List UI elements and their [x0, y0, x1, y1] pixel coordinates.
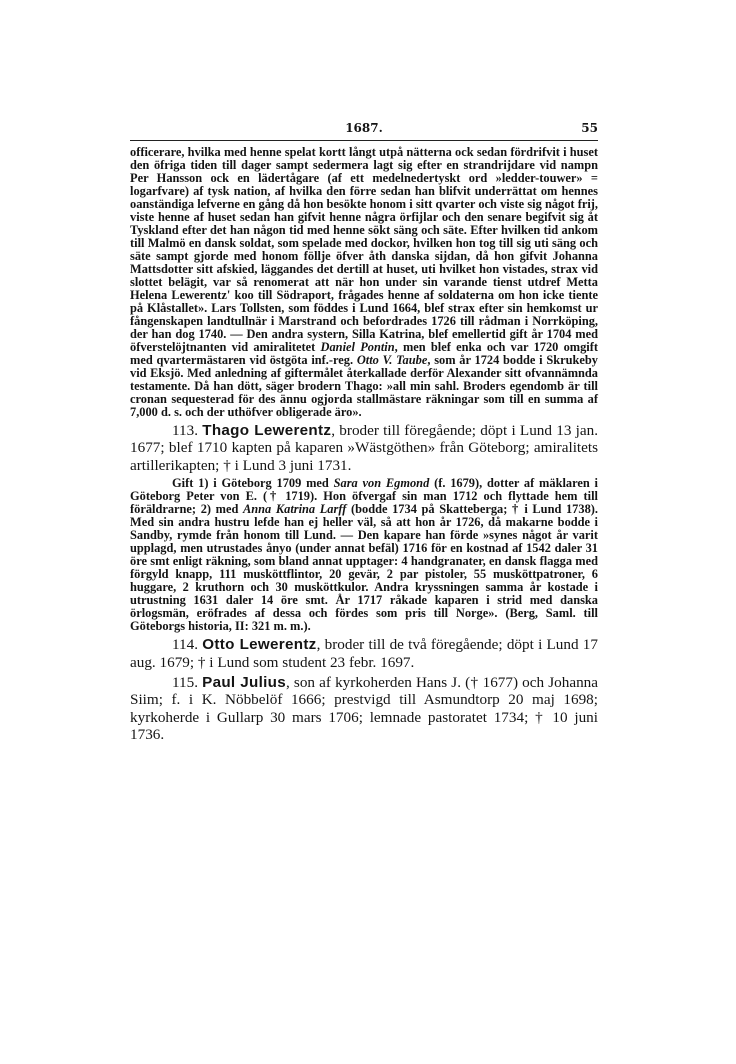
person-name-italic: Anna Katrina Larff: [242, 502, 347, 517]
header-rule: [130, 140, 598, 141]
text-run: (bodde 1734 på Skatteberga; † i Lund 1738). Med sin andra hustru lefde han ej heller väl, så att hon år 1726, då makarne bodde i Sandby, rymde från honom till Lund. — Den kapare han förde »synes något år varit upplagd, men utrustades ånyo (under annat befäl) 1716 för en kostnad af 1542 daler 31 öre smt enligt räkning, som bland annat upptager: 4 handgranater, en dansk flagga med förgyld knapp, 111 musköttflintor, 20 gevär, 2 par pistoler, 55 musköttpatroner, 6 huggare, 2 kruthorn och 30 musköttkulor. Andra kryssningen samma år kostade i utrustning 1631 daler 14 öre smt. År 1717 råkade kaparen i strid med danska örlogsmän, eröfrades af dessa och fördes som pris till Norge». (Berg, Saml. till Göteborgs historia, II: 321 m. m.).: [130, 502, 598, 634]
entry-number: 114.: [172, 636, 199, 654]
person-name-italic: Otto V. Taube: [356, 353, 428, 367]
entry-name: Otto Lewerentz: [202, 636, 317, 654]
paragraph-continuation: [130, 146, 598, 419]
entry-113-notes: [130, 477, 598, 633]
entry-text: , son af kyrkoherden Hans J. († 1677) och Johanna Siim; f. i K. Nöbbelöf 1666; prestvigd till Asmundtorp 20 maj 1698; kyrkoherde i Gullarp 30 mars 1706; lemnade pastoratet 1734; † 10 juni 1736.: [130, 674, 599, 744]
entry-name: Thago Lewerentz: [202, 422, 332, 439]
text-run: officerare, hvilka med henne spelat kortt långt utpå nätterna ock sedan fördrifvit i huset den öfriga tiden till dager sampt sedermera lagt sig efter en strandrijdare vid nampn Per Hansson ock en lädertågare (af ett medelnedertyskt ord »ledder-touwer» = logarfvare) af tysk nation, af hvilka den förre sedan han blifvit underrättat om hennes oanständiga lefverne en gång då hon besökte honom i sitt qvarter och viste sig något frij, viste henne af huset sedan han gifvit henne några örfijlar och den senare begifvit sig åt Tyskland efter det han någon tid med henne sökt säng och säte. Efter hvilken tid ankom till Malmö en dansk soldat, som spelade med dockor, hvilken hon tog till sig uti säng och säte sampt gjorde med honom föllje öfver åth danska sijdan, då hon gifvit Johanna Mattsdotter sitt afskied, läggandes det dertill at huset, uti hvilket hon vistades, strax vid slottet belägit, var så renomerat att när hon under sin varande tienst utdref Metta Helena Lewerentz' koo till Södraport, frågades henne af soldaterna om hon icke tiente på Klåstallet». Lars Tollsten, som föddes i Lund 1664, blef strax efter sin hemkomst ur fångenskapen landtullnär i Marstrand och befordrades 1726 till rådman i Norrköping, der han dog 1740. — Den andra systern, Silla Katrina, blef emellertid gift år 1704 med öfverstelöjtnanten vid amiralitetet: [130, 145, 598, 354]
entry-number: 115.: [172, 674, 199, 692]
text-run: , som år 1724 bodde i Skrukeby vid Eksjö. Med anledning af giftermålet återkallade derför Alexander sitt ofvannämnda testamente. Då han dött, säger brodern Thago: »all min sahl. Broders egendomb är till cronan sequesterad för des ännu ogjorda stallmästare räkningar som till en summa af 7,000 d. s. och der uthöfver obligerade äro».: [130, 353, 598, 419]
person-name-italic: Daniel Pontin: [320, 340, 395, 354]
entry-name: Paul Julius: [202, 674, 286, 692]
text-run: (f. 1679), dotter af mäklaren i Göteborg Peter von E. († 1719). Hon öfvergaf sin man 1712 och flyttade hem till föräldrarne; 2) med: [130, 476, 599, 517]
entry-113: [130, 422, 598, 474]
entry-text: , broder till föregående; döpt i Lund 13 jan. 1677; blef 1710 kapten på kaparen »Wästgöthen» från Göteborg; amiralitets artillerikapten; † i Lund 3 juni 1731.: [130, 422, 599, 474]
entry-text: , broder till de två föregående; döpt i Lund 17 aug. 1679; † i Lund som student 23 febr. 1697.: [130, 636, 598, 671]
text-run: Gift 1) i Göteborg 1709 med: [172, 476, 334, 491]
page-number: 55: [581, 121, 598, 135]
entry-number: 113.: [172, 422, 199, 439]
entry-115: [130, 674, 598, 744]
header-year: 1687.: [345, 121, 383, 135]
body-text: [130, 146, 598, 744]
running-header: [130, 119, 598, 139]
entry-114: [130, 636, 598, 671]
person-name-italic: Sara von Egmond: [333, 476, 430, 491]
text-run: , men blef enka och var 1720 omgift med qvartermästaren vid östgöta inf.-reg.: [130, 340, 598, 367]
